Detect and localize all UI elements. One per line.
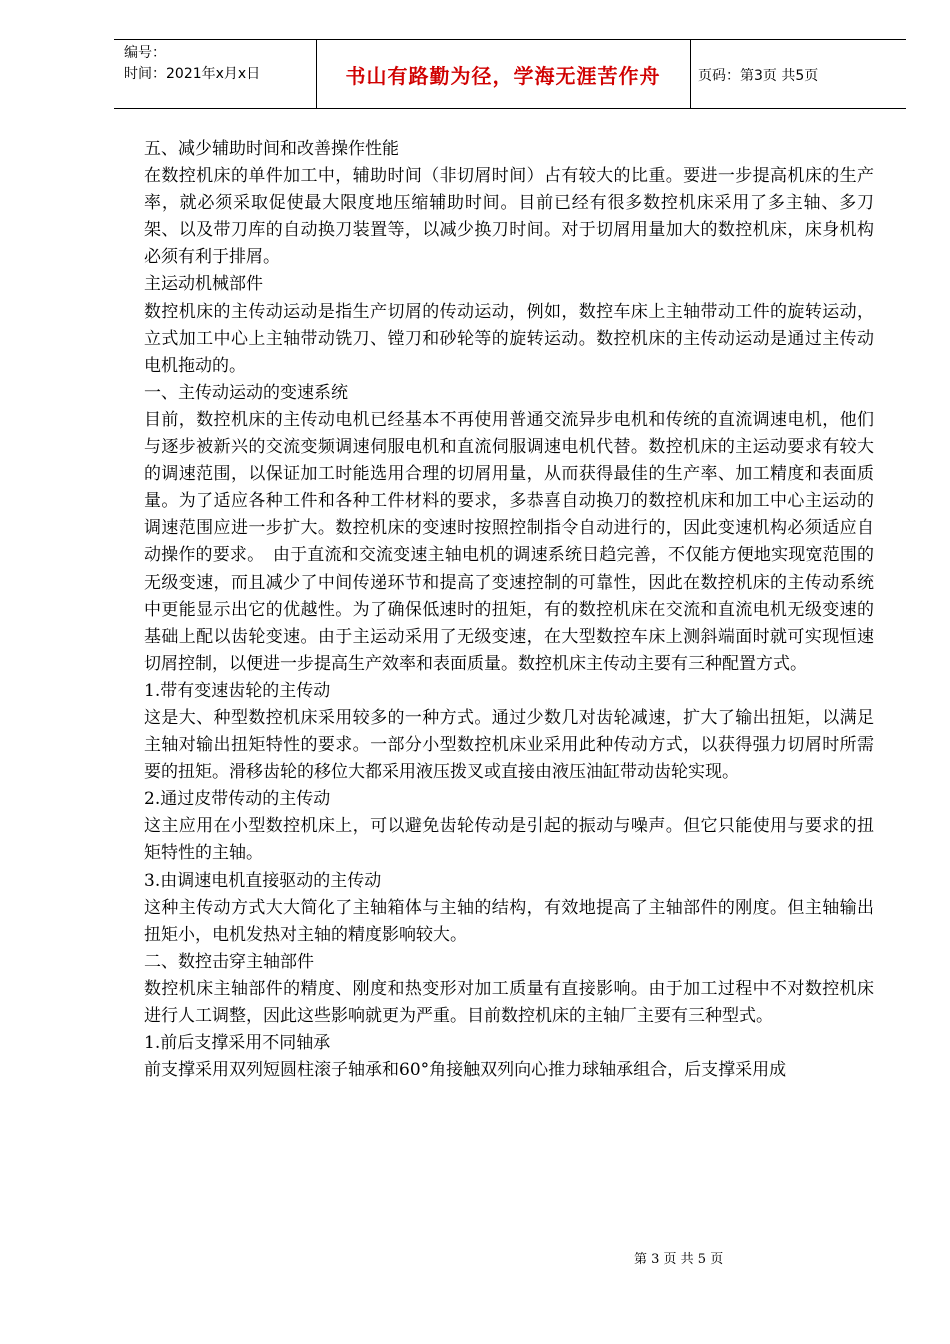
header-page-label: 页码：第3页 共5页 — [698, 68, 819, 84]
body-paragraph: 在数控机床的单件加工中，辅助时间（非切屑时间）占有较大的比重。要进一步提高机床的生产率，就必须采取促使最大限度地压缩辅助时间。目前已经有很多数控机床采用了多主轴、多刀架、以及带刀库的自动换刀装置等，以减少换刀时间。对于切屑用量加大的数控机床，床身机构必须有利于排屑。 — [144, 166, 874, 268]
section-heading: 二、数控击穿主轴部件 — [144, 951, 314, 972]
document-time-label: 时间：2021年x月x日 — [124, 66, 261, 82]
section-heading: 一、主传动运动的变速系统 — [144, 382, 348, 403]
body-paragraph: 数控机床主轴部件的精度、刚度和热变形对加工质量有直接影响。由于加工过程中不对数控机床进行人工调整，因此这些影响就更为严重。目前数控机床的主轴厂主要有三种型式。 — [144, 978, 874, 1026]
subsection-heading: 2.通过皮带传动的主传动 — [144, 789, 331, 810]
header-meta — [124, 43, 260, 85]
header-divider — [690, 40, 691, 108]
section-heading: 五、减少辅助时间和改善操作性能 — [144, 139, 399, 159]
subsection-heading: 3.由调速电机直接驱动的主传动 — [144, 870, 382, 891]
body-paragraph: 前支撑采用双列短圆柱滚子轴承和60°角接触双列向心推力球轴承组合，后支撑采用成 — [144, 1060, 787, 1081]
body-paragraph: 这是大、种型数控机床采用较多的一种方式。通过少数几对齿轮减速，扩大了输出扭矩，以满足主轴对输出扭矩特性的要求。一部分小型数控机床业采用此种传动方式，以获得强力切屑时所需要的扭矩。滑移齿轮的移位大都采用液压拨叉或直接由液压油缸带动齿轮实现。 — [144, 707, 874, 783]
body-paragraph: 数控机床的主传动运动是指生产切屑的传动运动，例如，数控车床上主轴带动工件的旋转运动，立式加工中心上主轴带动铣刀、镗刀和砂轮等的旋转运动。数控机床的主传动运动是通过主传动电机拖动的。 — [144, 301, 874, 376]
body-paragraph: 这主应用在小型数控机床上，可以避免齿轮传动是引起的振动与噪声。但它只能使用与要求的扭矩特性的主轴。 — [144, 816, 874, 864]
page-header — [114, 39, 906, 109]
section-heading: 主运动机械部件 — [144, 274, 263, 295]
document-number-label: 编号： — [124, 45, 166, 61]
body-paragraph: 这种主传动方式大大简化了主轴箱体与主轴的结构，有效地提高了主轴部件的刚度。但主轴输出扭矩小，电机发热对主轴的精度影响较大。 — [144, 897, 874, 945]
subsection-heading: 1.带有变速齿轮的主传动 — [144, 680, 331, 701]
body-paragraph: 目前，数控机床的主传动电机已经基本不再使用普通交流异步电机和传统的直流调速电机，他们与逐步被新兴的交流变频调速伺服电机和直流伺服调速电机代替。数控机床的主运动要求有较大的调速范围，以保证加工时能选用合理的切屑用量，从而获得最佳的生产率、加工精度和表面质量。为了适应各种工件和各种工件材料的要求，多恭喜自动换刀的数控机床和加工中心主运动的调速范围应进一步扩大。数控机床的变速时按照控制指令自动进行的，因此变速机构必须适应自动操作的要求。 由于直流和交流变速主轴电机的调速系统日趋完善，不仅能方便地实现宽范围的无级变速，而且减少了中间传递环节和提高了变速控制的可靠性，因此在数控机床的主传动系统中更能显示出它的优越性。为了确保低速时的扭矩，有的数控机床在交流和直流电机无级变速的基础上配以齿轮变速。由于主运动采用了无级变速，在大型数控车床上测斜端面时就可实现恒速切屑控制，以便进一步提高生产效率和表面质量。数控机床主传动主要有三种配置方式。 — [144, 409, 874, 674]
subsection-heading: 1.前后支撑采用不同轴承 — [144, 1033, 331, 1054]
header-motto: 书山有路勤为径，学海无涯苦作舟 — [345, 63, 661, 88]
document-body — [144, 136, 874, 1084]
page-footer: 第 3 页 共 5 页 — [634, 1252, 724, 1267]
